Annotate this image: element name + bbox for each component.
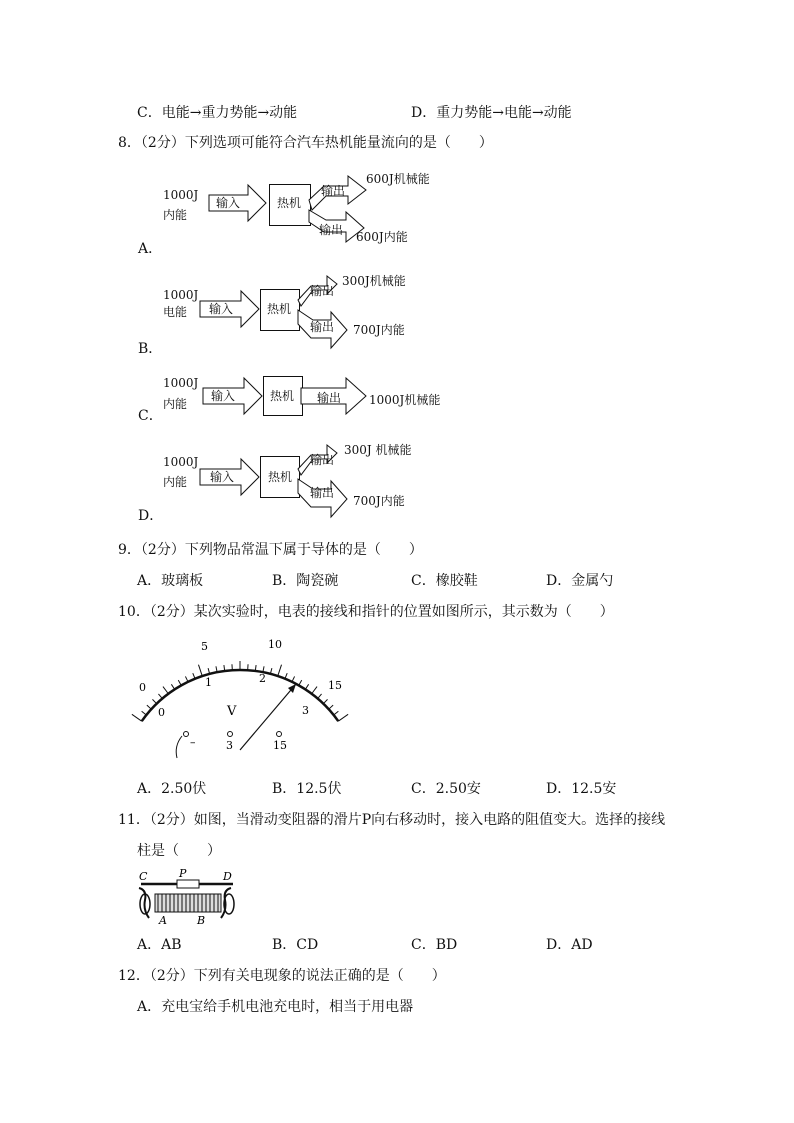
q11-stem-line2: 柱是（ ） <box>137 843 221 859</box>
dial-tick <box>318 694 322 699</box>
dial-tick <box>323 699 327 703</box>
dial-tick <box>329 705 333 709</box>
input-label: 输入 <box>211 389 236 403</box>
input-energy-type: 内能 <box>163 475 188 489</box>
dial-tick <box>312 687 317 694</box>
q11-option-b: B．CD <box>272 937 319 953</box>
engine-label: 热机 <box>267 302 292 316</box>
scale-lower-1: 1 <box>205 676 212 689</box>
input-label: 输入 <box>216 196 241 210</box>
option-letter: D． <box>138 508 164 524</box>
engine-label: 热机 <box>270 389 295 403</box>
q9-option-c: C．橡胶鞋 <box>411 573 478 589</box>
q9-option-b: B．陶瓷碗 <box>272 573 339 589</box>
option-letter: A． <box>138 241 163 257</box>
output-bottom-label: 输出 <box>319 223 344 237</box>
q10-option-a: A．2.50伏 <box>137 781 207 797</box>
terminal-b-label: B <box>197 914 206 927</box>
terminal-15-label: 15 <box>273 739 287 752</box>
terminal-a-label: A <box>159 914 167 927</box>
meter-symbol: V <box>227 704 237 719</box>
output-value: 1000J机械能 <box>369 393 441 407</box>
terminal-d-label: D <box>223 870 232 883</box>
scale-upper-15: 15 <box>328 679 342 692</box>
q11-stem-line1: 11．（2分）如图，当滑动变阻器的滑片P向右移动时，接入电路的阻值变大。选择的接线 <box>118 812 666 828</box>
q12-option-a: A．充电宝给手机电池充电时，相当于用电器 <box>137 999 414 1015</box>
q10-option-b: B．12.5伏 <box>272 781 342 797</box>
engine-label: 热机 <box>277 196 302 210</box>
output-bottom-value: 600J内能 <box>356 230 408 244</box>
output-top-label: 输出 <box>310 453 335 467</box>
q9-stem: 9．（2分）下列物品常温下属于导体的是（ ） <box>118 542 423 558</box>
dial-tick <box>338 714 348 721</box>
scale-upper-5: 5 <box>201 640 208 653</box>
q11-option-d: D．AD <box>546 937 593 953</box>
q9-option-a: A．玻璃板 <box>137 573 204 589</box>
input-amount: 1000J <box>163 455 199 469</box>
dial-tick <box>132 714 142 721</box>
output-top-value: 300J机械能 <box>342 274 406 288</box>
scale-upper-10: 10 <box>268 638 282 651</box>
output-top-label: 输出 <box>321 184 346 198</box>
dial-tick <box>171 684 174 689</box>
scale-upper-0: 0 <box>139 681 146 694</box>
dial-tick <box>305 684 308 689</box>
terminal-15 <box>277 732 282 737</box>
scale-lower-3: 3 <box>302 704 309 717</box>
output-top-value: 300J 机械能 <box>344 443 412 457</box>
q7-option-c: C．电能→重力势能→动能 <box>137 105 298 121</box>
input-amount: 1000J <box>163 376 199 390</box>
scale-lower-0: 0 <box>158 706 165 719</box>
meter-pointer <box>240 684 296 750</box>
terminal-negative <box>184 732 189 737</box>
dial-tick <box>178 680 181 685</box>
q10-option-d: D．12.5安 <box>546 781 617 797</box>
output-top-value: 600J机械能 <box>366 172 430 186</box>
input-energy-type: 电能 <box>163 305 188 319</box>
dial-tick <box>152 699 156 703</box>
input-label: 输入 <box>209 302 234 316</box>
q9-option-d: D．金属勺 <box>546 573 614 589</box>
output-bottom-value: 700J内能 <box>353 323 405 337</box>
output-arrows <box>297 437 351 521</box>
option-letter: C． <box>138 408 163 424</box>
output-bottom-label: 输出 <box>310 486 335 500</box>
scale-lower-2: 2 <box>259 672 266 685</box>
dial-tick <box>299 680 302 685</box>
output-bottom-value: 700J内能 <box>353 494 405 508</box>
input-label: 输入 <box>210 470 235 484</box>
q10-option-c: C．2.50安 <box>411 781 481 797</box>
input-amount: 1000J <box>163 288 199 302</box>
output-label: 输出 <box>317 391 342 405</box>
voltmeter-dial <box>130 630 350 760</box>
q8-stem: 8．（2分）下列选项可能符合汽车热机能量流向的是（ ） <box>118 135 493 151</box>
input-energy-type: 内能 <box>163 208 188 222</box>
q11-option-a: A．AB <box>137 937 182 953</box>
dial-tick <box>142 711 147 715</box>
q10-stem: 10．（2分）某次实验时，电表的接线和指针的位置如图所示，其示数为（ ） <box>118 604 614 620</box>
resistance-coil <box>155 894 221 912</box>
terminal-negative-label: – <box>190 736 196 749</box>
input-amount: 1000J <box>163 188 199 202</box>
terminal-3-label: 3 <box>226 739 233 752</box>
q7-option-d: D．重力势能→电能→动能 <box>411 105 572 121</box>
terminal-c-label: C <box>139 870 148 883</box>
dial-tick <box>147 705 151 709</box>
dial-tick <box>158 694 162 699</box>
dial-tick <box>334 711 339 715</box>
option-letter: B． <box>138 341 163 357</box>
q11-option-c: C．BD <box>411 937 458 953</box>
terminal-wire <box>176 736 182 758</box>
q12-stem: 12．（2分）下列有关电现象的说法正确的是（ ） <box>118 968 446 984</box>
dial-tick <box>278 665 282 676</box>
engine-label: 热机 <box>268 470 293 484</box>
dial-tick <box>163 687 168 694</box>
dial-tick <box>292 676 295 681</box>
rheostat-figure <box>135 866 245 930</box>
terminal-3 <box>228 732 233 737</box>
slider-p <box>177 880 199 888</box>
dial-tick <box>198 665 202 676</box>
input-energy-type: 内能 <box>163 397 188 411</box>
output-top-label: 输出 <box>310 284 335 298</box>
slider-p-label: P <box>179 867 187 880</box>
dial-tick <box>185 676 188 681</box>
output-bottom-label: 输出 <box>310 320 335 334</box>
